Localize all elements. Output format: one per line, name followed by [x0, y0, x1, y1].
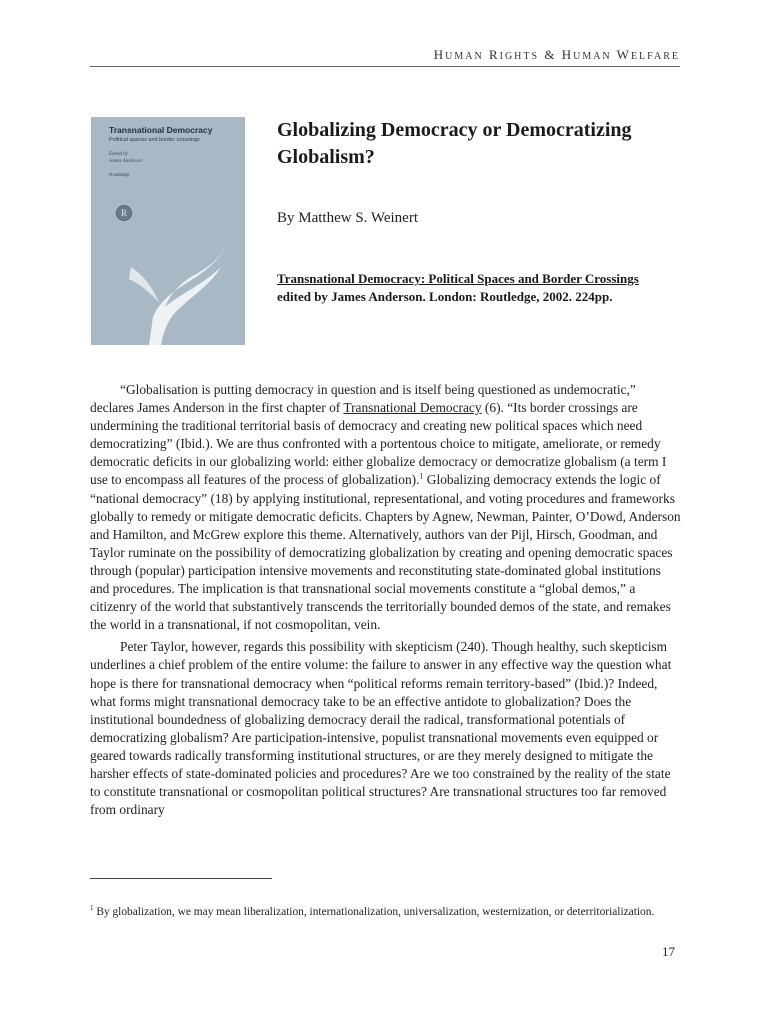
paragraph: [90, 381, 682, 634]
cover-publisher: Routledge: [109, 172, 130, 177]
header-ampersand: &: [544, 47, 557, 62]
book-details: edited by James Anderson. London: Routledge, 2002. 224pp.: [277, 289, 613, 304]
cover-subtitle: Political spaces and border crossings: [109, 137, 200, 143]
header-word: UMAN: [573, 51, 612, 62]
header-rule: [90, 66, 680, 67]
header-word: IGHTS: [499, 51, 540, 62]
page-number: 17: [662, 944, 675, 959]
paragraph-text: Globalizing democracy extends the logic of “national democracy” (18) by applying institutional, representational, and voting procedures and frameworks globally to remedy or mitigate democratic deficits. Chapters by Agnew, Newman, Painter, O’Dowd, Anderson and Hamilton, and McGrew explore this theme. Alternatively, authors van der Pijl, Hirsch, Goodman, and Taylor ruminate on the possibility of democratizing globalization by creating and opening democratic spaces through (popular) participation intensive movements and reconstituting state-dominated global institutions and procedures. The implication is that transnational social movements constitute a “global demos,” a citizenry of the world that substantively transcends the territorially bounded demos of the state, and remakes the world in a transnational, if not cosmopolitan, vein.: [90, 472, 681, 633]
paragraph: Peter Taylor, however, regards this possibility with skepticism (240). Though healthy, such skepticism underlines a chief problem of the entire volume: the failure to answer in any effective way the question what hope is there for transnational democracy when “political reforms remain territory-based” (Ibid.)? Indeed, what forms might transnational democracy take to be an effective antidote to globalization? Does the institutional boundedness of globalizing democracy derail the radical, transformational potentials of democratizing globalism? Are participation-intensive, populist transnational movements even equipped or geared towards radically transforming institutional structures, or are they merely designed to mitigate the harsher effects of state-dominated policies and procedures? Are we too constrained by the reality of the state to constitute transnational or cosmopolitan political structures? Are transnational structures too far removed from ordinary: [90, 639, 672, 818]
cover-editor: James Anderson: [109, 159, 142, 164]
header-word: UMAN: [445, 51, 484, 62]
article-body: [90, 381, 682, 823]
footnote-number: 1: [90, 904, 94, 912]
header-initial: R: [488, 47, 500, 62]
byline: By Matthew S. Weinert: [277, 210, 418, 226]
book-citation: [277, 270, 667, 306]
footnote-text: By globalization, we may mean liberalization, internationalization, universalization, westernization, or deterritorialization.: [93, 905, 655, 918]
article-title: Globalizing Democracy or Democratizing Globalism?: [277, 119, 632, 168]
footnote-marker[interactable]: 1: [419, 472, 424, 481]
cover-title: Transnational Democracy: [109, 125, 213, 135]
header-initial: W: [616, 47, 631, 62]
book-title-reference: Transnational Democracy: [343, 400, 482, 416]
cover-edited-by: Edited by: [109, 152, 129, 157]
book-title-link[interactable]: Transnational Democracy: Political Spaces and Border Crossings: [277, 271, 639, 286]
book-cover-image: [91, 117, 245, 345]
header-initial: H: [561, 47, 574, 62]
publisher-logo-icon: R: [116, 205, 132, 221]
footnote: [90, 901, 682, 920]
paragraph-text: (6). “Its border crossings are undermining the traditional territorial basis of democracy and creating new political spaces which need democratizing” (Ibid.). We are thus confronted with a portentous choice to mitigate, ameliorate, or remedy democratic deficits in our globalizing world: either globalize democracy or democratize globalism (a term I use to encompass all features of the process of globalization).: [90, 400, 667, 488]
header-word: ELFARE: [630, 51, 680, 62]
running-header: [434, 47, 680, 63]
paragraph-text: “Globalisation is putting democracy in question and is itself being questioned as undemocratic,” declares James Anderson in the first chapter of: [90, 382, 636, 416]
header-initial: H: [433, 47, 446, 62]
footnote-rule: [90, 878, 272, 879]
